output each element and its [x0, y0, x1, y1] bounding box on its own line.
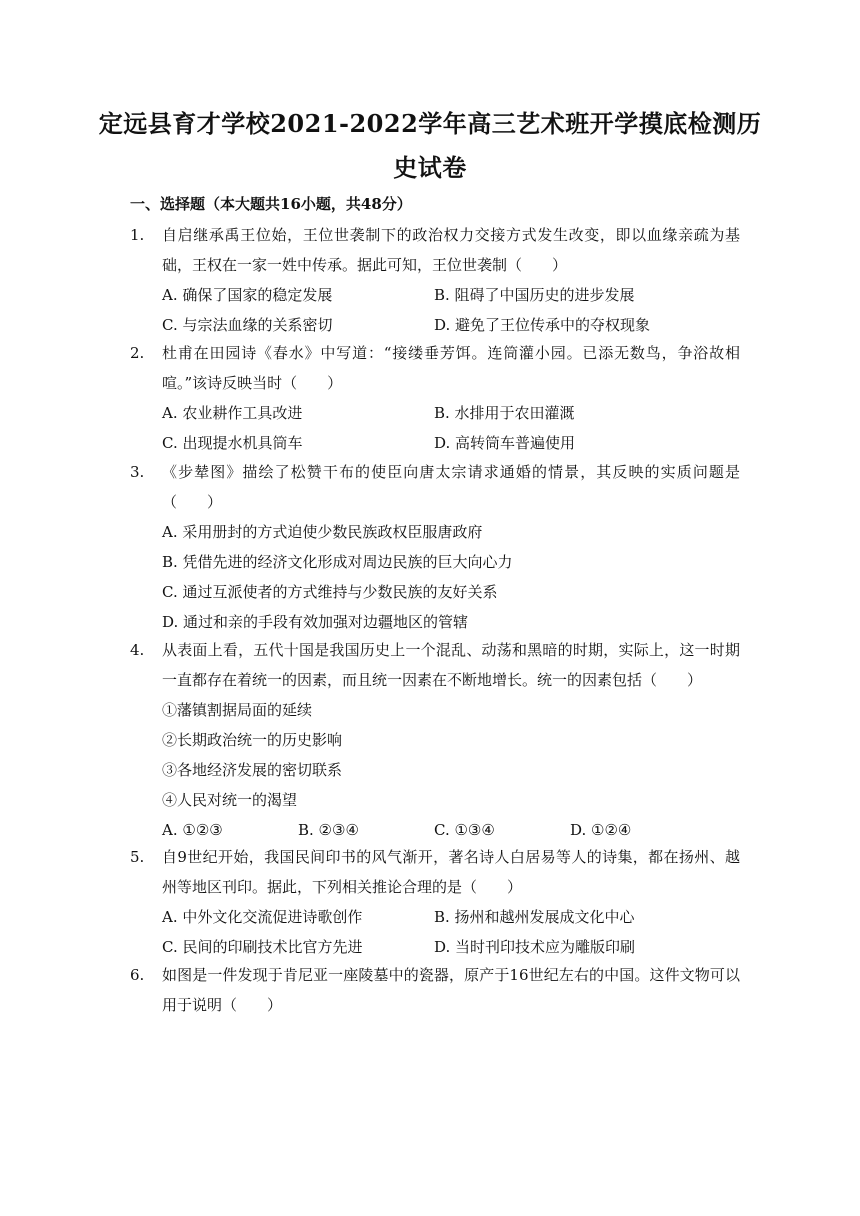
section-heading: 一、选择题（本大题共16小题，共48分）: [130, 195, 412, 213]
option-d[interactable]: D. 避免了王位传承中的夺权现象: [434, 316, 651, 334]
statement-items: [162, 695, 740, 815]
option-a[interactable]: A. 采用册封的方式迫使少数民族政权臣服唐政府: [162, 523, 483, 541]
option-b[interactable]: B. ②③④: [298, 821, 359, 839]
question-2: [130, 338, 740, 458]
option-c[interactable]: C. ①③④: [434, 821, 495, 839]
option-b[interactable]: B. 凭借先进的经济文化形成对周边民族的巨大向心力: [162, 553, 513, 571]
question-stem: 《步辇图》描绘了松赞干布的使臣向唐太宗请求通婚的情景，其反映的实质问题是（ ）: [162, 463, 740, 511]
option-c[interactable]: C. 与宗法血缘的关系密切: [162, 316, 333, 334]
question-number: 1.: [130, 226, 145, 244]
options: [162, 517, 740, 637]
option-a[interactable]: A. 农业耕作工具改进: [162, 404, 303, 422]
question-stem: 如图是一件发现于肯尼亚一座陵墓中的瓷器，原产于16世纪左右的中国。这件文物可以用于说明（ ）: [162, 966, 740, 1014]
options: [162, 280, 740, 340]
question-number: 2.: [130, 344, 145, 362]
question-4: [130, 635, 740, 845]
option-a[interactable]: A. 中外文化交流促进诗歌创作: [162, 908, 363, 926]
question-stem: 自9世纪开始，我国民间印书的风气渐开，著名诗人白居易等人的诗集，都在扬州、越州等地区刊印。据此，下列相关推论合理的是（ ）: [162, 848, 740, 896]
question-number: 3.: [130, 463, 145, 481]
option-c[interactable]: C. 通过互派使者的方式维持与少数民族的友好关系: [162, 583, 498, 601]
question-6: [130, 960, 740, 1020]
statement-item: ①藩镇割据局面的延续: [162, 701, 313, 719]
option-b[interactable]: B. 扬州和越州发展成文化中心: [434, 908, 635, 926]
question-stem: 自启继承禹王位始，王位世袭制下的政治权力交接方式发生改变，即以血缘亲疏为基础，王权在一家一姓中传承。据此可知，王位世袭制（ ）: [162, 226, 740, 274]
question-1: [130, 220, 740, 340]
question-number: 6.: [130, 966, 145, 984]
options: [162, 902, 740, 962]
question-5: [130, 842, 740, 962]
question-3: [130, 457, 740, 637]
option-b[interactable]: B. 水排用于农田灌溉: [434, 404, 575, 422]
option-d[interactable]: D. 通过和亲的手段有效加强对边疆地区的管辖: [162, 613, 469, 631]
statement-item: ②长期政治统一的历史影响: [162, 731, 343, 749]
exam-title-line1: 定远县育才学校2021-2022学年高三艺术班开学摸底检测历: [98, 109, 762, 138]
question-number: 4.: [130, 641, 145, 659]
exam-title-line2: 史试卷: [393, 153, 467, 182]
option-a[interactable]: A. ①②③: [162, 821, 223, 839]
question-stem: 从表面上看，五代十国是我国历史上一个混乱、动荡和黑暗的时期，实际上，这一时期一直都存在着统一的因素，而且统一因素在不断地增长。统一的因素包括（ ）: [162, 641, 740, 689]
statement-item: ④人民对统一的渴望: [162, 791, 298, 809]
option-c[interactable]: C. 民间的印刷技术比官方先进: [162, 938, 363, 956]
option-d[interactable]: D. 高转筒车普遍使用: [434, 434, 576, 452]
question-number: 5.: [130, 848, 145, 866]
option-d[interactable]: D. 当时刊印技术应为雕版印刷: [434, 938, 636, 956]
options: [162, 398, 740, 458]
options: [162, 815, 740, 845]
option-c[interactable]: C. 出现提水机具筒车: [162, 434, 303, 452]
question-stem: 杜甫在田园诗《春水》中写道：“接缕垂芳饵。连筒灌小园。已添无数鸟，争浴故相喧。”该诗反映当时（ ）: [162, 344, 740, 392]
option-a[interactable]: A. 确保了国家的稳定发展: [162, 286, 333, 304]
option-b[interactable]: B. 阻碍了中国历史的进步发展: [434, 286, 635, 304]
statement-item: ③各地经济发展的密切联系: [162, 761, 343, 779]
option-d[interactable]: D. ①②④: [570, 821, 632, 839]
